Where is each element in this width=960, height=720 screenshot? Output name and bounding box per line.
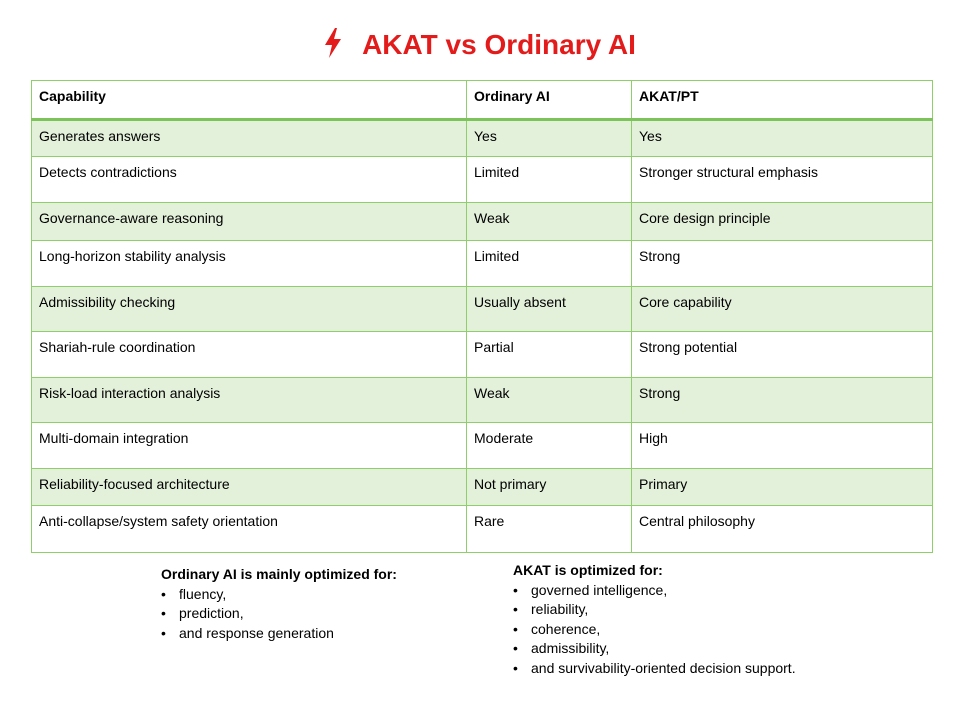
akat-cell: Central philosophy — [632, 506, 933, 553]
table-row — [32, 423, 933, 469]
capability-cell: Generates answers — [32, 120, 467, 157]
ordinary-ai-cell: Rare — [467, 506, 632, 553]
capability-cell: Multi-domain integration — [32, 423, 467, 469]
capability-cell: Anti-collapse/system safety orientation — [32, 506, 467, 553]
bullet-icon: • — [161, 585, 166, 602]
bullet-icon: • — [513, 581, 518, 598]
table-row — [32, 287, 933, 332]
akat-cell: Core design principle — [632, 203, 933, 241]
page-title-text: AKAT vs Ordinary AI — [362, 29, 636, 60]
akat-cell: Strong potential — [632, 332, 933, 378]
ordinary-ai-cell: Usually absent — [467, 287, 632, 332]
ordinary-ai-cell: Yes — [467, 120, 632, 157]
ordinary-ai-notes-list — [161, 585, 397, 644]
column-header-ordinary-ai: Ordinary AI — [467, 81, 632, 120]
table-row — [32, 506, 933, 553]
capability-cell: Reliability-focused architecture — [32, 469, 467, 506]
table-row — [32, 469, 933, 506]
table-row — [32, 332, 933, 378]
list-item: • and survivability-oriented decision support. — [513, 659, 796, 679]
bullet-icon: • — [513, 620, 518, 637]
capability-cell: Long-horizon stability analysis — [32, 241, 467, 287]
bullet-icon: • — [513, 659, 518, 676]
list-item: • fluency, — [161, 585, 397, 605]
list-item: • coherence, — [513, 620, 796, 640]
table-header-row — [32, 81, 933, 120]
akat-notes-list — [513, 581, 796, 679]
ordinary-ai-cell: Weak — [467, 378, 632, 423]
list-item: • and response generation — [161, 624, 397, 644]
capability-cell: Shariah-rule coordination — [32, 332, 467, 378]
ordinary-ai-notes — [161, 565, 397, 643]
ordinary-ai-cell: Weak — [467, 203, 632, 241]
bullet-icon: • — [161, 624, 166, 641]
list-item: • admissibility, — [513, 639, 796, 659]
bullet-icon: • — [161, 605, 166, 621]
akat-notes-heading: AKAT is optimized for: — [513, 562, 663, 578]
akat-cell: Stronger structural emphasis — [632, 157, 933, 203]
list-item: • prediction, — [161, 604, 397, 624]
capability-cell: Detects contradictions — [32, 157, 467, 203]
table-row — [32, 241, 933, 287]
ordinary-ai-cell: Limited — [467, 157, 632, 203]
table-row — [32, 203, 933, 241]
bullet-icon: • — [513, 601, 518, 617]
bullet-icon: • — [513, 640, 518, 656]
akat-cell: Primary — [632, 469, 933, 506]
akat-cell: Yes — [632, 120, 933, 157]
page-title — [0, 28, 960, 61]
list-item: • reliability, — [513, 600, 796, 620]
akat-cell: Strong — [632, 378, 933, 423]
column-header-akat-pt: AKAT/PT — [632, 81, 933, 120]
capability-cell: Admissibility checking — [32, 287, 467, 332]
akat-cell: Strong — [632, 241, 933, 287]
table-row — [32, 378, 933, 423]
ordinary-ai-cell: Partial — [467, 332, 632, 378]
lightning-bolt-icon — [324, 28, 342, 58]
akat-notes — [513, 561, 796, 678]
capability-cell: Risk-load interaction analysis — [32, 378, 467, 423]
comparison-table — [31, 80, 933, 553]
capability-cell: Governance-aware reasoning — [32, 203, 467, 241]
column-header-capability: Capability — [32, 81, 467, 120]
ordinary-ai-cell: Not primary — [467, 469, 632, 506]
list-item: • governed intelligence, — [513, 581, 796, 601]
akat-cell: High — [632, 423, 933, 469]
akat-cell: Core capability — [632, 287, 933, 332]
ordinary-ai-cell: Limited — [467, 241, 632, 287]
ordinary-ai-cell: Moderate — [467, 423, 632, 469]
ordinary-ai-notes-heading: Ordinary AI is mainly optimized for: — [161, 566, 397, 582]
table-row — [32, 120, 933, 157]
table-row — [32, 157, 933, 203]
